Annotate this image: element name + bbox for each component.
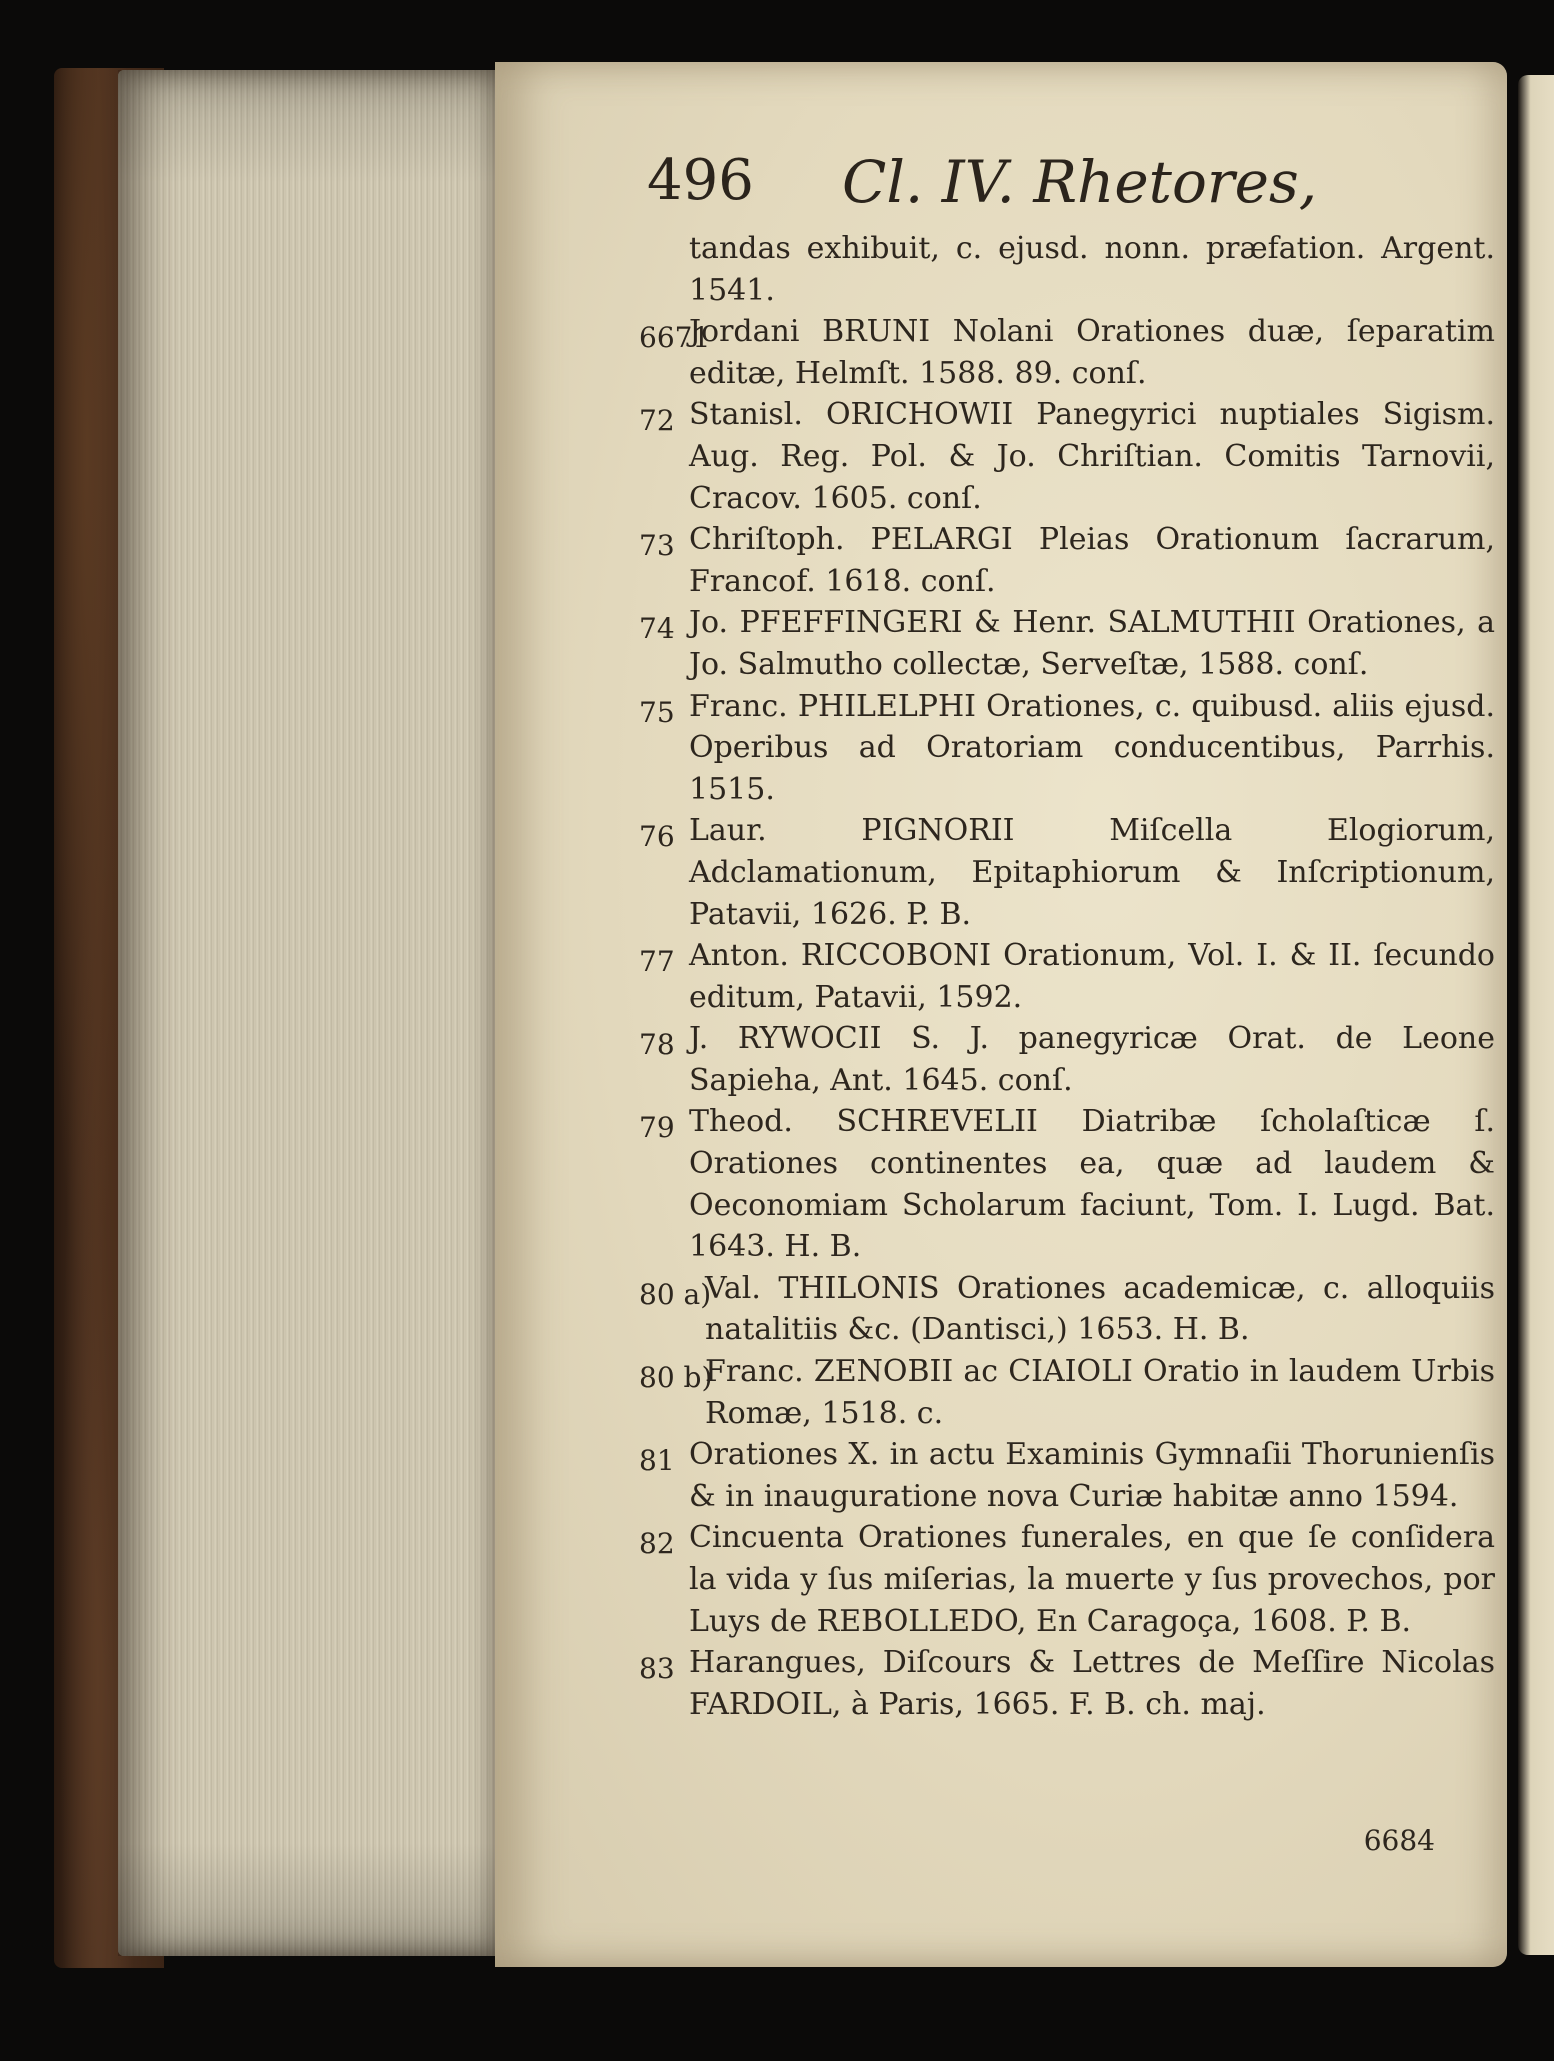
entry-number: 6671 (639, 321, 711, 355)
entry-text: Val. THILONIS Orationes academicæ, c. alloquiis natalitiis &c. (Dantisci,) 1653. H. B. (705, 1270, 1495, 1348)
list-item (639, 1642, 1495, 1725)
page-edges (118, 70, 498, 1956)
entry-number: 79 (639, 1111, 675, 1145)
entry-number: 75 (639, 695, 675, 729)
entry-number: 78 (639, 1028, 675, 1062)
entry-text: Orationes X. in actu Examinis Gymnaſii Thorunienſis & in inauguratione nova Curiæ habitæ anno 1594. (689, 1437, 1495, 1514)
list-item (639, 519, 1495, 602)
list-item (639, 810, 1495, 935)
running-title: Cl. IV. Rhetores, (842, 148, 1318, 216)
entry-text: Theod. SCHREVELII Diatribæ ſcholaſticæ ſ. Orationes continentes ea, quæ ad laudem & Oeconomiam Scholarum faciunt, Tom. I. Lugd. Bat. 1643. H. B. (689, 1104, 1495, 1265)
entry-number: 76 (639, 820, 675, 854)
entry-text: Jo. PFEFFINGERI & Henr. SALMUTHII Orationes, a Jo. Salmutho collectæ, Serveſtæ, 1588. conſ. (689, 605, 1495, 682)
list-item (639, 1351, 1495, 1434)
entry-number: 74 (639, 612, 675, 646)
entry-text: Franc. ZENOBII ac CIAIOLI Oratio in laudem Urbis Romæ, 1518. c. (705, 1354, 1495, 1431)
page-number: 496 (647, 148, 754, 213)
list-item (639, 1101, 1495, 1267)
entry-number: 80 a) (639, 1277, 712, 1311)
entry-text: Anton. RICCOBONI Orationum, Vol. I. & II. ſecundo editum, Patavii, 1592. (689, 938, 1495, 1015)
entry-text: Stanisl. ORICHOWII Panegyrici nuptiales Sigism. Aug. Reg. Pol. & Jo. Chriſtian. Comitis Tarnovii, Cracov. 1605. conſ. (689, 397, 1495, 516)
entry-text: Franc. PHILELPHI Orationes, c. quibusd. aliis ejusd. Operibus ad Oratoriam conducentibus, Parrhis. 1515. (689, 688, 1495, 807)
catalogue-entries (639, 228, 1495, 1725)
list-item (639, 1268, 1495, 1351)
entry-text: Chriſtoph. PELARGI Pleias Orationum ſacrarum, Francof. 1618. conſ. (689, 522, 1495, 599)
entry-text: Cincuenta Orationes funerales, en que ſe conſidera la vida y ſus miſerias, la muerte y ſus provechos, por Luys de REBOLLEDO, En Caragoça, 1608. P. B. (689, 1520, 1495, 1639)
list-item (639, 686, 1495, 811)
entry-text: tandas exhibuit, c. ejusd. nonn. præfation. Argent. 1541. (689, 231, 1495, 308)
entry-number: 72 (639, 404, 675, 438)
list-item (639, 1434, 1495, 1517)
entry-number: 82 (639, 1527, 675, 1561)
entry-number: 83 (639, 1652, 675, 1686)
list-item (639, 394, 1495, 519)
list-item (639, 602, 1495, 685)
catchword: 6684 (1363, 1824, 1435, 1857)
entry-number: 81 (639, 1444, 675, 1478)
list-item (645, 228, 1495, 311)
list-item (639, 1517, 1495, 1642)
entry-text: Harangues, Diſcours & Lettres de Meſſire Nicolas FARDOIL, à Paris, 1665. F. B. ch. maj. (689, 1645, 1495, 1722)
list-item (639, 311, 1495, 394)
facing-page-edge (1518, 75, 1554, 1955)
page (495, 62, 1507, 1967)
entry-number: 77 (639, 945, 675, 979)
entry-number: 73 (639, 529, 675, 563)
page-header (647, 144, 1467, 224)
entry-text: Laur. PIGNORII Miſcella Elogiorum, Adclamationum, Epitaphiorum & Inſcriptionum, Patavii, 1626. P. B. (689, 813, 1495, 932)
entry-number: 80 b) (639, 1361, 713, 1395)
list-item (639, 1018, 1495, 1101)
list-item (639, 935, 1495, 1018)
entry-text: J. RYWOCII S. J. panegyricæ Orat. de Leone Sapieha, Ant. 1645. conſ. (689, 1021, 1495, 1098)
entry-text: Jordani BRUNI Nolani Orationes duæ, ſeparatim editæ, Helmſt. 1588. 89. conſ. (689, 314, 1495, 391)
